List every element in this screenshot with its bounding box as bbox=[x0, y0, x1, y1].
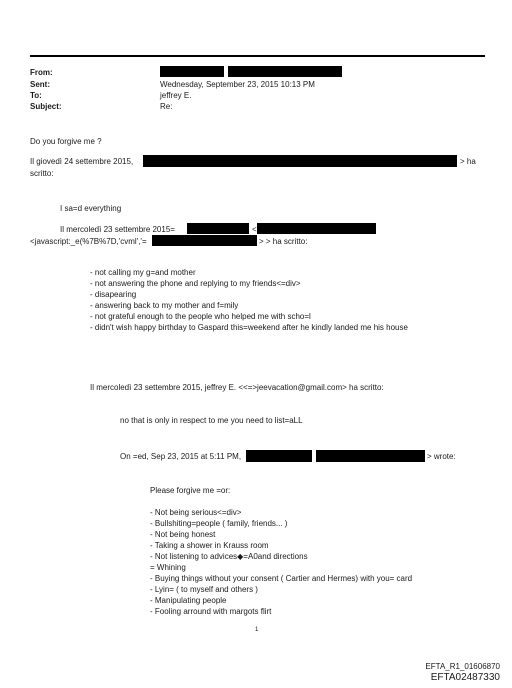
body-line: Do you forgive me ? bbox=[30, 137, 102, 146]
quote-header-cont: scritto: bbox=[30, 169, 54, 178]
redaction bbox=[246, 450, 312, 462]
list-item: = Whining bbox=[150, 563, 186, 572]
list-item: - Buying things without your consent ( Cartier and Hermes) with you= card bbox=[150, 574, 413, 583]
document-id: EFTA02487330 bbox=[430, 672, 500, 683]
header-rule bbox=[30, 55, 485, 57]
body-line: I sa=d everything bbox=[60, 204, 122, 213]
list-item: - Not being serious<=div> bbox=[150, 508, 242, 517]
list-item: - disapearing bbox=[90, 290, 137, 299]
body-line: Please forgive me =or: bbox=[150, 486, 231, 495]
quote-header-mid: < bbox=[252, 225, 257, 234]
quote-header-suffix: > > ha scritto: bbox=[259, 237, 308, 246]
sent-label: Sent: bbox=[30, 80, 50, 89]
redaction bbox=[143, 155, 457, 167]
list-item: - not answering the phone and replying to my friends<=div> bbox=[90, 279, 301, 288]
list-item: - Taking a shower in Krauss room bbox=[150, 541, 269, 550]
list-item: - not grateful enough to the people who helped me with scho=l bbox=[90, 312, 311, 321]
quote-header: Il giovedì 24 settembre 2015, bbox=[30, 157, 134, 166]
from-label: From: bbox=[30, 68, 53, 77]
redaction bbox=[152, 235, 257, 246]
list-item: - answering back to my mother and f=mily bbox=[90, 301, 239, 310]
quote-header-cont: <javascript:_e(%7B%7D,'cvml','= bbox=[30, 237, 147, 246]
body-line: no that is only in respect to me you need to list=aLL bbox=[120, 416, 303, 425]
quote-header-suffix: > wrote: bbox=[427, 452, 456, 461]
quote-header: Il mercoledì 23 settembre 2015, jeffrey E. <<=>jeevacation@gmail.com> ha scritto: bbox=[90, 383, 384, 392]
to-label: To: bbox=[30, 91, 42, 100]
redaction bbox=[160, 66, 224, 77]
list-item: - Bullshiting=people ( family, friends... ) bbox=[150, 519, 288, 528]
redaction bbox=[257, 223, 376, 234]
document-id: EFTA_R1_01606870 bbox=[425, 662, 500, 671]
list-item: - Lyin= ( to myself and others ) bbox=[150, 585, 258, 594]
page-number: 1 bbox=[255, 627, 259, 633]
subject-value: Re: bbox=[160, 102, 173, 111]
quote-header: Il mercoledì 23 settembre 2015= bbox=[60, 225, 175, 234]
to-value: jeffrey E. bbox=[160, 91, 192, 100]
list-item: - Not being honest bbox=[150, 530, 216, 539]
redaction bbox=[228, 66, 342, 77]
redaction bbox=[187, 223, 249, 234]
quote-header-suffix: > ha bbox=[460, 157, 476, 166]
quote-header: On =ed, Sep 23, 2015 at 5:11 PM, bbox=[120, 452, 242, 461]
list-item: - didn't wish happy birthday to Gaspard this=weekend after he kindly landed me his house bbox=[90, 323, 408, 332]
list-item: - Manipulating people bbox=[150, 596, 227, 605]
list-item: - Fooling arround with margots flirt bbox=[150, 607, 272, 616]
sent-value: Wednesday, September 23, 2015 10:13 PM bbox=[160, 80, 315, 89]
redaction bbox=[316, 450, 425, 462]
subject-label: Subject: bbox=[30, 102, 62, 111]
list-item: - not calling my g=and mother bbox=[90, 268, 196, 277]
list-item: - Not listening to advices◆=A0and directions bbox=[150, 552, 308, 561]
